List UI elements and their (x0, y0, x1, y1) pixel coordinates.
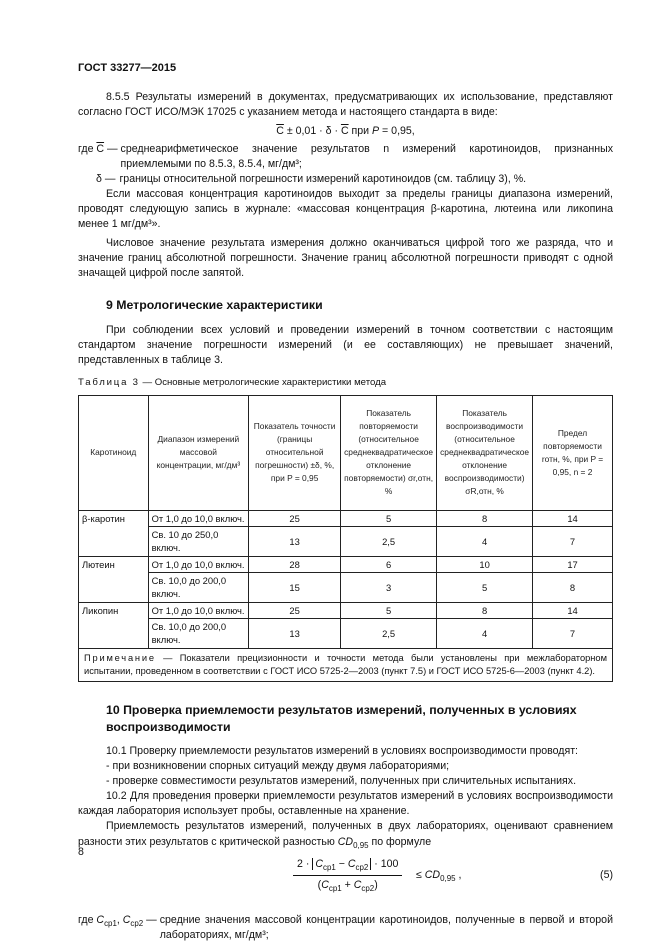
para-rounding: Числовое значение результата измерения должно оканчиваться цифрой того же разряда, что и значение границ абсолютной погрешности. Значение границ абсолютной погрешности приводят с одной значащей цифрой после запятой. (78, 237, 613, 280)
carotenoid-name: Ликопин (79, 602, 149, 648)
range-cell: От 1,0 до 10,0 включ. (148, 602, 249, 618)
table-header-cell: Показатель воспроизводимости (относительное среднеквадратическое отклонение воспроизводимости) σR,отн, % (437, 395, 533, 510)
para-10-2: 10.2 Для проведения проверки приемлемости результатов измерений в условиях воспроизводимости каждая лаборатория использует пробы, оставленные на хранение. (78, 790, 613, 818)
range-cell: От 1,0 до 10,0 включ. (148, 556, 249, 572)
formula-5-number: (5) (600, 868, 613, 881)
repeatability-limit-cell: 7 (533, 527, 613, 557)
table-note-label: Примечание (84, 652, 156, 663)
table-note (79, 648, 613, 681)
definition-cav-text: средние значения массовой концентрации каротиноидов, полученные в первой и второй лабораториях, мг/дм³; (159, 913, 613, 941)
definition-c-text: среднеарифметическое значение результатов n измерений каротиноидов, признанных приемлемыми по 8.5.3, 8.5.4, мг/дм³; (120, 143, 613, 171)
page-number: 8 (78, 846, 84, 858)
accuracy-cell: 13 (249, 527, 341, 557)
range-cell: Св. 10 до 250,0 включ. (148, 527, 249, 557)
table-3 (78, 395, 613, 682)
carotenoid-name: β-каротин (79, 510, 149, 556)
repeatability-limit-cell: 14 (533, 602, 613, 618)
formula-5-rhs: ≤ $CD_{0,95}$ , (416, 868, 462, 883)
result-formula: $\overline{C} \pm 0,01 \cdot \delta \cdot \overline{C}$ при P = 0,95, (276, 125, 415, 138)
table-header-cell: Каротиноид (79, 395, 149, 510)
section-9-title: 9 Метрологические характеристики (106, 298, 323, 313)
definition-delta-term: δ — (96, 173, 116, 186)
para-8-5-5: 8.5.5 Результаты измерений в документах, предусматривающих их использование, представляют согласно ГОСТ ИСО/МЭК 17025 с указанием метода и настоящего стандарта в виде: (78, 91, 613, 119)
table-row (79, 556, 613, 572)
definition-list (78, 142, 613, 187)
table-note-row (79, 648, 613, 681)
para-10-1: 10.1 Проверку приемлемости результатов измерений в условиях воспроизводимости проводят: (106, 745, 579, 758)
repeatability-limit-cell: 7 (533, 619, 613, 649)
list-item: - проверке совместимости результатов измерений, полученных при сличительных испытаниях. (106, 775, 577, 788)
repeatability-cell: 3 (341, 573, 437, 603)
reproducibility-cell: 8 (437, 510, 533, 526)
definition-delta (78, 172, 613, 187)
table-row (79, 573, 613, 603)
page-body (78, 90, 613, 943)
table-row (79, 510, 613, 526)
reproducibility-cell: 4 (437, 527, 533, 557)
accuracy-cell: 25 (249, 510, 341, 526)
accuracy-cell: 15 (249, 573, 341, 603)
para-acceptability: Приемлемость результатов измерений, полученных в двух лабораториях, оценивают сравнением разности этих результатов с критической разностью $CD_{0,95}$ по формуле (78, 820, 613, 850)
repeatability-cell: 5 (341, 602, 437, 618)
table-note-text: — Показатели прецизионности и точности метода были установлены при межлабораторном испытании, проведенном в соответствии с ГОСТ ИСО 5725-2—2003 (пункт 7.5) и ГОСТ ИСО 5725-6—2003 (пункт 4.2). (84, 652, 607, 676)
range-cell: От 1,0 до 10,0 включ. (148, 510, 249, 526)
reproducibility-cell: 4 (437, 619, 533, 649)
table-header-cell: Диапазон измерений массовой концентрации, мг/дм³ (148, 395, 249, 510)
definition-cav (78, 913, 613, 943)
table-row (79, 602, 613, 618)
accuracy-cell: 25 (249, 602, 341, 618)
table-row (79, 527, 613, 557)
repeatability-cell: 6 (341, 556, 437, 572)
repeatability-limit-cell: 14 (533, 510, 613, 526)
definition-c-term: где $\overline{C}$ — (78, 143, 121, 156)
repeatability-limit-cell: 17 (533, 556, 613, 572)
definition-delta-text: границы относительной погрешности измерений каротиноидов (см. таблицу 3), %. (119, 173, 527, 186)
table-3-caption-label: Таблица 3 (78, 377, 140, 389)
table-row (79, 619, 613, 649)
accuracy-cell: 13 (249, 619, 341, 649)
table-header-cell: Показатель повторяемости (относительное среднеквадратическое отклонение повторяемости) σr,отн, % (341, 395, 437, 510)
repeatability-cell: 5 (341, 510, 437, 526)
accuracy-cell: 28 (249, 556, 341, 572)
definition-list-2 (78, 913, 613, 943)
table-header-row (79, 395, 613, 510)
list-item: - при возникновении спорных ситуаций между двумя лабораториями; (106, 760, 450, 773)
reproducibility-cell: 8 (437, 602, 533, 618)
repeatability-cell: 2,5 (341, 527, 437, 557)
formula-5 (78, 857, 613, 907)
reproducibility-cell: 5 (437, 573, 533, 603)
range-cell: Св. 10,0 до 200,0 включ. (148, 573, 249, 603)
table-3-caption (78, 376, 613, 390)
carotenoid-name: Лютеин (79, 556, 149, 602)
reproducibility-cell: 10 (437, 556, 533, 572)
table-header-cell: Предел повторяемости rотн, %, при P = 0,95, n = 2 (533, 395, 613, 510)
para-out-of-range: Если массовая концентрация каротиноидов выходит за пределы границы диапазона измерений, проводят следующую запись в журнале: «массовая концентрация β-каротина, лютеина или ликопина менее 1 мг/дм³». (78, 188, 613, 231)
range-cell: Св. 10,0 до 200,0 включ. (148, 619, 249, 649)
para-section-9: При соблюдении всех условий и проведении измерений в точном соответствии с настоящим стандартом значение погрешности измерений (и ее составляющих) не превышает значений, представленных в таблице 3. (78, 323, 613, 367)
table-header-cell: Показатель точности (границы относительной погрешности) ±δ, %, при P = 0,95 (249, 395, 341, 510)
table-3-caption-text: — Основные метрологические характеристики метода (139, 377, 387, 389)
repeatability-limit-cell: 8 (533, 573, 613, 603)
definition-cav-term: где $C_{ср1}$, $C_{ср2}$ — (78, 913, 160, 928)
formula-5-fraction: $2 \cdot C_{ср1} - C_{ср2} \cdot 100$ $(C_{ср1} + C_{ср2})$ (293, 857, 402, 895)
standard-header: ГОСТ 33277—2015 (78, 62, 177, 74)
repeatability-cell: 2,5 (341, 619, 437, 649)
section-10-title: 10 Проверка приемлемости результатов измерений, полученных в условиях воспроизводимости (106, 703, 577, 734)
definition-c (78, 142, 613, 172)
